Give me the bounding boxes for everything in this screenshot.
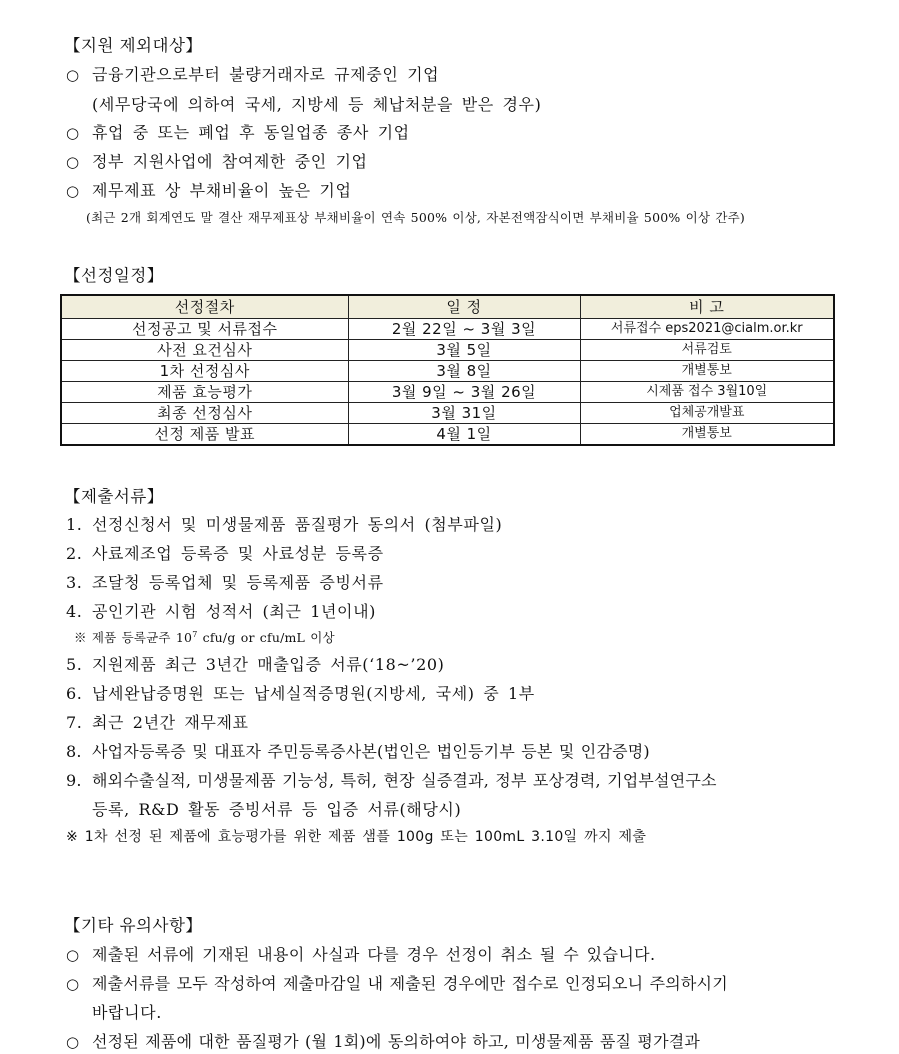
- table-cell: 사전 요건심사: [61, 340, 348, 361]
- section-title-exclusion: 【지원 제외대상】: [64, 36, 203, 55]
- bullet-circle: ○: [66, 975, 80, 993]
- table-cell: 선정공고 및 서류접수: [61, 319, 348, 340]
- list-item: ○ 제무제표 상 부채비율이 높은 기업: [66, 181, 352, 200]
- table-cell: 서류검토: [580, 340, 834, 361]
- table-header-cell: 일 정: [348, 295, 580, 319]
- bullet-circle: ○: [66, 946, 80, 964]
- table-cell: 3월 31일: [348, 403, 580, 424]
- table-cell: 서류접수 eps2021@cialm.or.kr: [580, 319, 834, 340]
- table-cell: 2월 22일 ~ 3월 3일: [348, 319, 580, 340]
- table-header-cell: 선정절차: [61, 295, 348, 319]
- list-item: ○ 제출서류를 모두 작성하여 제출마감일 내 제출된 경우에만 접수로 인정되오니 주의하시기: [66, 974, 728, 993]
- table-row: [61, 424, 834, 446]
- list-item: 4. 공인기관 시험 성적서 (최근 1년이내): [66, 602, 376, 621]
- table-row: [61, 361, 834, 382]
- bullet-circle: ○: [66, 124, 80, 142]
- list-item: 2. 사료제조업 등록증 및 사료성분 등록증: [66, 544, 384, 563]
- table-cell: 시제품 접수 3월10일: [580, 382, 834, 403]
- table-cell: 제품 효능평가: [61, 382, 348, 403]
- bullet-circle: ○: [66, 66, 80, 84]
- table-row: [61, 340, 834, 361]
- table-row: [61, 403, 834, 424]
- table-cell: 4월 1일: [348, 424, 580, 446]
- section-title-schedule: 【선정일정】: [64, 266, 164, 285]
- table-cell: 최종 선정심사: [61, 403, 348, 424]
- bullet-circle: ○: [66, 1033, 80, 1051]
- list-item: 3. 조달청 등록업체 및 등록제품 증빙서류: [66, 573, 384, 592]
- table-cell: 3월 8일: [348, 361, 580, 382]
- bullet-circle: ○: [66, 153, 80, 171]
- list-item: ○ 제출된 서류에 기재된 내용이 사실과 다를 경우 선정이 취소 될 수 있습니다.: [66, 945, 656, 964]
- list-item-note: ※ 1차 선정 된 제품에 효능평가를 위한 제품 샘플 100g 또는 100mL 3.10일 까지 제출: [66, 829, 647, 845]
- list-item: ○ 정부 지원사업에 참여제한 중인 기업: [66, 152, 368, 171]
- list-item-note: ※ 제품 등록균주 $10^7$ cfu/g or cfu/mL 이상: [74, 629, 335, 645]
- list-item-note: (최근 2개 회계연도 말 결산 재무제표상 부채비율이 연속 500% 이상, 자본전액잠식이면 부채비율 500% 이상 간주): [86, 210, 745, 225]
- list-item: 1. 선정신청서 및 미생물제품 품질평가 동의서 (첨부파일): [66, 515, 503, 534]
- table-cell: 3월 9일 ~ 3월 26일: [348, 382, 580, 403]
- table-row: [61, 319, 834, 340]
- table-header-row: [61, 295, 834, 319]
- bullet-circle: ○: [66, 182, 80, 200]
- list-item: ○ 선정된 제품에 대한 품질평가 (월 1회)에 동의하여야 하고, 미생물제품 품질 평가결과: [66, 1032, 701, 1051]
- list-item-continuation: 등록, R&D 활동 증빙서류 등 입증 서류(해당시): [92, 800, 462, 819]
- list-item: ○ 휴업 중 또는 폐업 후 동일업종 종사 기업: [66, 123, 410, 142]
- list-item: 5. 지원제품 최근 3년간 매출입증 서류(‘18~’20): [66, 655, 445, 674]
- list-item: 9. 해외수출실적, 미생물제품 기능성, 특허, 현장 실증결과, 정부 포상경력, 기업부설연구소: [66, 771, 717, 790]
- table-cell: 개별통보: [580, 361, 834, 382]
- section-title-notes: 【기타 유의사항】: [64, 916, 203, 935]
- table-cell: 개별통보: [580, 424, 834, 446]
- list-item: ○ 금융기관으로부터 불량거래자로 규제중인 기업: [66, 65, 440, 84]
- table-header-cell: 비 고: [580, 295, 834, 319]
- table-cell: 1차 선정심사: [61, 361, 348, 382]
- table-cell: 선정 제품 발표: [61, 424, 348, 446]
- section-title-documents: 【제출서류】: [64, 487, 164, 506]
- table-row: [61, 382, 834, 403]
- schedule-table: [60, 294, 835, 446]
- list-item-note: (세무당국에 의하여 국세, 지방세 등 체납처분을 받은 경우): [92, 95, 542, 114]
- list-item: 7. 최근 2년간 재무제표: [66, 713, 249, 732]
- table-cell: 3월 5일: [348, 340, 580, 361]
- list-item: 6. 납세완납증명원 또는 납세실적증명원(지방세, 국세) 중 1부: [66, 684, 535, 703]
- list-item-continuation: 바랍니다.: [92, 1003, 162, 1022]
- table-cell: 업체공개발표: [580, 403, 834, 424]
- list-item: 8. 사업자등록증 및 대표자 주민등록증사본(법인은 법인등기부 등본 및 인감증명): [66, 742, 650, 761]
